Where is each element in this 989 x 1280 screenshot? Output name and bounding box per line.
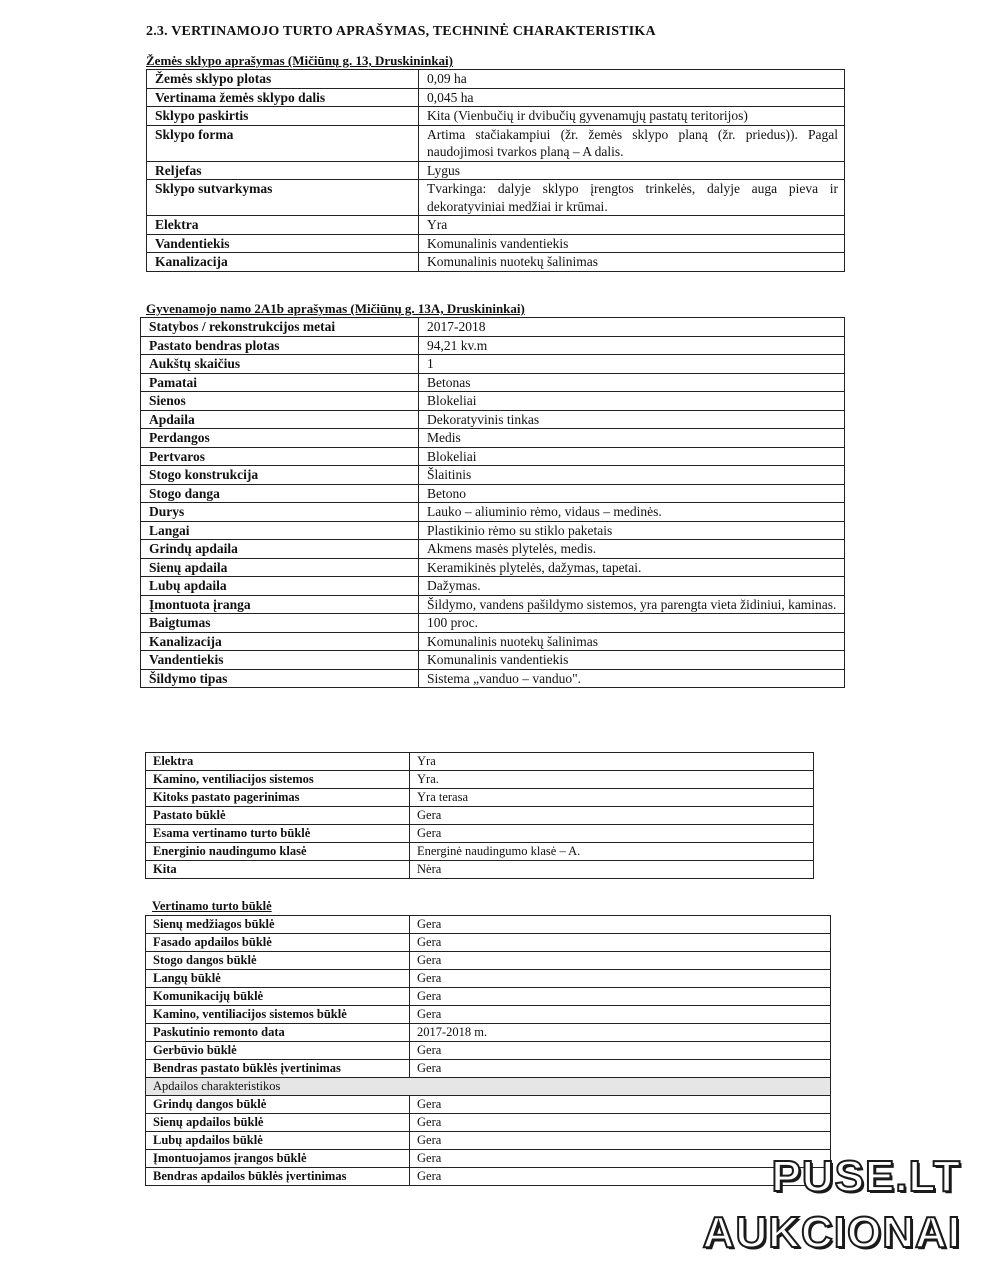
row-value: Gera: [410, 988, 831, 1006]
row-label: Stogo dangos būklė: [146, 952, 410, 970]
row-label: Bendras apdailos būklės įvertinimas: [146, 1168, 410, 1186]
table-row: [146, 861, 814, 879]
row-value: Yra.: [410, 771, 814, 789]
row-value: Blokeliai: [419, 447, 845, 466]
row-label: Įmontuota įranga: [141, 595, 419, 614]
row-label: Grindų apdaila: [141, 540, 419, 559]
row-label: Elektra: [146, 753, 410, 771]
row-label: Pastato bendras plotas: [141, 336, 419, 355]
row-label: Komunikacijų būklė: [146, 988, 410, 1006]
table-row: [147, 216, 845, 235]
row-label: Kamino, ventiliacijos sistemos būklė: [146, 1006, 410, 1024]
table-row: [141, 355, 845, 374]
row-value: 1: [419, 355, 845, 374]
subheader-row: [146, 1078, 831, 1096]
table-row: [141, 503, 845, 522]
row-label: Stogo danga: [141, 484, 419, 503]
row-label: Reljefas: [147, 161, 419, 180]
row-value: Tvarkinga: dalyje sklypo įrengtos trinkelės, dalyje auga pieva ir dekoratyviniai medžiai ir krūmai.: [419, 180, 845, 216]
row-label: Vandentiekis: [141, 651, 419, 670]
row-value: Yra terasa: [410, 789, 814, 807]
table-row: [141, 336, 845, 355]
row-value: Gera: [410, 1060, 831, 1078]
row-label: Sienos: [141, 392, 419, 411]
table-row: [146, 934, 831, 952]
row-value: Gera: [410, 1042, 831, 1060]
table-row: [147, 107, 845, 126]
table-row: [146, 952, 831, 970]
row-value: Akmens masės plytelės, medis.: [419, 540, 845, 559]
row-label: Apdaila: [141, 410, 419, 429]
row-value: Gera: [410, 1150, 831, 1168]
row-label: Sklypo paskirtis: [147, 107, 419, 126]
row-value: 94,21 kv.m: [419, 336, 845, 355]
row-label: Langų būklė: [146, 970, 410, 988]
table-row: [141, 632, 845, 651]
table-row: [146, 807, 814, 825]
table-row: [146, 916, 831, 934]
row-value: Gera: [410, 916, 831, 934]
watermark-line-2: AUKCIONAI: [702, 1208, 961, 1257]
extra-table: [145, 752, 814, 879]
table-row: [146, 1060, 831, 1078]
row-label: Bendras pastato būklės įvertinimas: [146, 1060, 410, 1078]
row-label: Kanalizacija: [147, 253, 419, 272]
row-label: Pamatai: [141, 373, 419, 392]
row-value: Komunalinis vandentiekis: [419, 651, 845, 670]
table-row: [146, 988, 831, 1006]
row-value: Yra: [419, 216, 845, 235]
table-row: [141, 447, 845, 466]
row-label: Sienų apdaila: [141, 558, 419, 577]
row-label: Sklypo forma: [147, 125, 419, 161]
row-value: 2017-2018 m.: [410, 1024, 831, 1042]
row-label: Aukštų skaičius: [141, 355, 419, 374]
table-row: [141, 669, 845, 688]
house-table: [140, 317, 845, 688]
land-table-body: [147, 70, 845, 272]
table-row: [146, 843, 814, 861]
finish-subheader: Apdailos charakteristikos: [146, 1078, 831, 1096]
table-row: [141, 392, 845, 411]
table-row: [146, 1132, 831, 1150]
row-value: Šildymo, vandens pašildymo sistemos, yra parengta vieta židiniui, kaminas.: [419, 595, 845, 614]
row-value: Komunalinis vandentiekis: [419, 234, 845, 253]
table-row: [146, 1168, 831, 1186]
row-value: Gera: [410, 934, 831, 952]
extra-table-body: [146, 753, 814, 879]
document-title: 2.3. VERTINAMOJO TURTO APRAŠYMAS, TECHNINĖ CHARAKTERISTIKA: [146, 24, 656, 39]
row-label: Šildymo tipas: [141, 669, 419, 688]
row-label: Statybos / rekonstrukcijos metai: [141, 318, 419, 337]
row-value: Lygus: [419, 161, 845, 180]
row-label: Kitoks pastato pagerinimas: [146, 789, 410, 807]
row-label: Grindų dangos būklė: [146, 1096, 410, 1114]
table-row: [146, 789, 814, 807]
land-section-caption: Žemės sklypo aprašymas (Mičiūnų g. 13, Druskininkai): [146, 53, 453, 68]
row-value: Gera: [410, 970, 831, 988]
row-value: Sistema „vanduo – vanduo".: [419, 669, 845, 688]
row-value: Medis: [419, 429, 845, 448]
row-value: Dažymas.: [419, 577, 845, 596]
row-value: Keramikinės plytelės, dažymas, tapetai.: [419, 558, 845, 577]
table-row: [141, 466, 845, 485]
row-value: Artima stačiakampiui (žr. žemės sklypo planą (žr. priedus)). Pagal naudojimosi tvarkos planą – A dalis.: [419, 125, 845, 161]
row-value: 2017-2018: [419, 318, 845, 337]
table-row: [141, 318, 845, 337]
row-label: Kanalizacija: [141, 632, 419, 651]
table-row: [147, 234, 845, 253]
row-label: Gerbūvio būklė: [146, 1042, 410, 1060]
table-row: [141, 540, 845, 559]
table-row: [146, 1042, 831, 1060]
row-value: Komunalinis nuotekų šalinimas: [419, 632, 845, 651]
table-row: [141, 558, 845, 577]
row-label: Paskutinio remonto data: [146, 1024, 410, 1042]
row-label: Sienų apdailos būklė: [146, 1114, 410, 1132]
table-row: [147, 88, 845, 107]
row-label: Sklypo sutvarkymas: [147, 180, 419, 216]
row-label: Pastato būklė: [146, 807, 410, 825]
table-row: [146, 1024, 831, 1042]
row-label: Kamino, ventiliacijos sistemos: [146, 771, 410, 789]
row-value: Kita (Vienbučių ir dvibučių gyvenamųjų pastatų teritorijos): [419, 107, 845, 126]
row-value: Yra: [410, 753, 814, 771]
table-row: [141, 595, 845, 614]
table-row: [146, 1150, 831, 1168]
condition-table: [145, 915, 831, 1186]
row-value: Betonas: [419, 373, 845, 392]
row-label: Fasado apdailos būklė: [146, 934, 410, 952]
row-value: Komunalinis nuotekų šalinimas: [419, 253, 845, 272]
row-value: Gera: [410, 1168, 831, 1186]
table-row: [141, 521, 845, 540]
table-row: [146, 970, 831, 988]
row-value: Gera: [410, 1114, 831, 1132]
table-row: [146, 771, 814, 789]
row-value: Šlaitinis: [419, 466, 845, 485]
row-value: Plastikinio rėmo su stiklo paketais: [419, 521, 845, 540]
table-row: [141, 651, 845, 670]
land-table: [146, 69, 845, 272]
condition-table-body: [146, 916, 831, 1186]
row-label: Perdangos: [141, 429, 419, 448]
row-label: Elektra: [147, 216, 419, 235]
row-value: Betono: [419, 484, 845, 503]
row-value: Energinė naudingumo klasė – A.: [410, 843, 814, 861]
watermark-line-1: PUSE.LT: [771, 1152, 961, 1201]
row-value: 0,09 ha: [419, 70, 845, 89]
table-row: [141, 484, 845, 503]
house-section-caption: Gyvenamojo namo 2A1b aprašymas (Mičiūnų g. 13A, Druskininkai): [146, 301, 525, 316]
row-label: Vertinama žemės sklypo dalis: [147, 88, 419, 107]
row-value: Gera: [410, 807, 814, 825]
row-value: Lauko – aliuminio rėmo, vidaus – medinės.: [419, 503, 845, 522]
table-row: [141, 429, 845, 448]
row-value: Gera: [410, 1006, 831, 1024]
table-row: [141, 614, 845, 633]
row-label: Sienų medžiagos būklė: [146, 916, 410, 934]
house-table-body: [141, 318, 845, 688]
row-label: Įmontuojamos įrangos būklė: [146, 1150, 410, 1168]
row-value: Nėra: [410, 861, 814, 879]
table-row: [146, 1006, 831, 1024]
table-row: [146, 825, 814, 843]
row-label: Durys: [141, 503, 419, 522]
row-value: Gera: [410, 825, 814, 843]
row-label: Pertvaros: [141, 447, 419, 466]
table-row: [146, 1114, 831, 1132]
table-row: [141, 373, 845, 392]
row-value: Gera: [410, 1132, 831, 1150]
row-value: Dekoratyvinis tinkas: [419, 410, 845, 429]
table-row: [147, 161, 845, 180]
table-row: [141, 577, 845, 596]
table-row: [146, 1096, 831, 1114]
row-label: Lubų apdailos būklė: [146, 1132, 410, 1150]
table-row: [147, 180, 845, 216]
row-label: Lubų apdaila: [141, 577, 419, 596]
row-label: Kita: [146, 861, 410, 879]
table-row: [147, 70, 845, 89]
row-value: Gera: [410, 952, 831, 970]
row-label: Langai: [141, 521, 419, 540]
row-value: Blokeliai: [419, 392, 845, 411]
row-value: 0,045 ha: [419, 88, 845, 107]
row-label: Vandentiekis: [147, 234, 419, 253]
row-value: 100 proc.: [419, 614, 845, 633]
table-row: [146, 753, 814, 771]
row-label: Baigtumas: [141, 614, 419, 633]
table-row: [147, 253, 845, 272]
row-label: Žemės sklypo plotas: [147, 70, 419, 89]
table-row: [147, 125, 845, 161]
row-label: Esama vertinamo turto būklė: [146, 825, 410, 843]
row-label: Energinio naudingumo klasė: [146, 843, 410, 861]
row-label: Stogo konstrukcija: [141, 466, 419, 485]
row-value: Gera: [410, 1096, 831, 1114]
condition-section-caption: Vertinamo turto būklė: [152, 899, 272, 913]
table-row: [141, 410, 845, 429]
